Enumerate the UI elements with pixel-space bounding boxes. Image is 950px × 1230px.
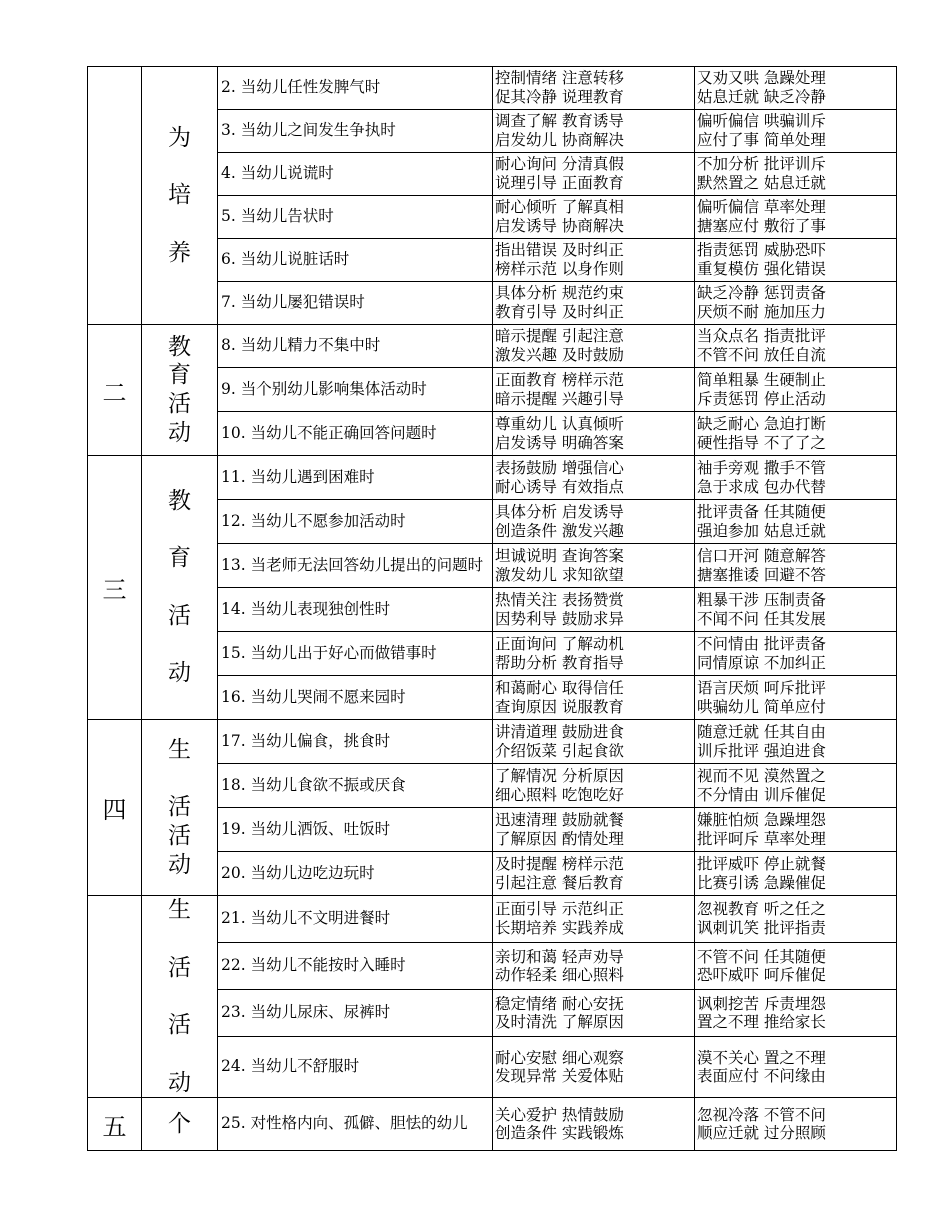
situation-cell: 10. 当幼儿不能正确回答问题时 xyxy=(218,412,493,456)
situation-cell: 8. 当幼儿精力不集中时 xyxy=(218,325,493,368)
recommended-approach-text: 启发诱导 协商解决 xyxy=(495,217,624,235)
section-number: 二 xyxy=(88,325,142,456)
recommended-approach-cell xyxy=(493,588,695,632)
inappropriate-approach-text: 哄骗幼儿 简单应付 xyxy=(697,697,826,716)
inappropriate-approach-cell xyxy=(695,990,897,1037)
situation-cell: 12. 当幼儿不愿参加活动时 xyxy=(218,500,493,544)
recommended-approach-cell xyxy=(493,500,695,544)
table-row xyxy=(88,720,897,764)
inappropriate-approach-cell xyxy=(695,588,897,632)
recommended-approach-text: 教育引导 及时纠正 xyxy=(495,303,624,321)
recommended-approach-text: 长期培养 实践养成 xyxy=(495,919,624,938)
recommended-approach-text: 引起注意 餐后教育 xyxy=(495,873,624,892)
inappropriate-approach-cell xyxy=(695,282,897,325)
situation-cell: 21. 当幼儿不文明进餐时 xyxy=(218,896,493,943)
situation-cell: 15. 当幼儿出于好心而做错事时 xyxy=(218,632,493,676)
inappropriate-approach-text: 批评威吓 停止就餐 xyxy=(697,854,826,873)
recommended-approach-text: 榜样示范 以身作则 xyxy=(495,260,624,278)
inappropriate-approach-text: 比赛引诱 急躁催促 xyxy=(697,873,826,892)
recommended-approach-cell xyxy=(493,720,695,764)
recommended-approach-text: 激发幼儿 求知欲望 xyxy=(495,565,624,584)
section-category: 教 育 活 动 xyxy=(142,456,218,720)
situation-cell: 9. 当个别幼儿影响集体活动时 xyxy=(218,368,493,412)
recommended-approach-cell xyxy=(493,808,695,852)
inappropriate-approach-cell xyxy=(695,544,897,588)
section-category: 教 育 活 动 xyxy=(142,325,218,456)
recommended-approach-text: 具体分析 规范约束 xyxy=(495,284,624,303)
section-number: 四 xyxy=(88,720,142,896)
inappropriate-approach-cell xyxy=(695,632,897,676)
inappropriate-approach-text: 偏听偏信 草率处理 xyxy=(697,198,826,217)
situation-cell: 17. 当幼儿偏食，挑食时 xyxy=(218,720,493,764)
inappropriate-approach-text: 厌烦不耐 施加压力 xyxy=(697,303,826,321)
inappropriate-approach-text: 忽视冷落 不管不问 xyxy=(697,1105,826,1124)
recommended-approach-text: 促其冷静 说理教育 xyxy=(495,88,624,106)
recommended-approach-text: 及时提醒 榜样示范 xyxy=(495,854,624,873)
recommended-approach-text: 正面引导 示范纠正 xyxy=(495,900,624,919)
recommended-approach-text: 暗示提醒 引起注意 xyxy=(495,327,624,346)
inappropriate-approach-text: 简单粗暴 生硬制止 xyxy=(697,370,826,389)
section-number: 三 xyxy=(88,456,142,720)
table-row xyxy=(88,456,897,500)
recommended-approach-cell xyxy=(493,325,695,368)
table-row xyxy=(88,896,897,943)
recommended-approach-cell xyxy=(493,153,695,196)
recommended-approach-text: 表扬鼓励 增强信心 xyxy=(495,458,624,477)
inappropriate-approach-text: 急于求成 包办代替 xyxy=(697,477,826,496)
recommended-approach-cell xyxy=(493,632,695,676)
inappropriate-approach-text: 重复模仿 强化错误 xyxy=(697,260,826,278)
inappropriate-approach-text: 不管不问 放任自流 xyxy=(697,346,826,364)
inappropriate-approach-cell xyxy=(695,676,897,720)
inappropriate-approach-text: 姑息迁就 缺乏冷静 xyxy=(697,88,826,106)
inappropriate-approach-text: 不分情由 训斥催促 xyxy=(697,785,826,804)
situation-cell: 5. 当幼儿告状时 xyxy=(218,196,493,239)
inappropriate-approach-text: 训斥批评 强迫进食 xyxy=(697,741,826,760)
recommended-approach-cell xyxy=(493,990,695,1037)
inappropriate-approach-cell xyxy=(695,943,897,990)
situation-cell: 4. 当幼儿说谎时 xyxy=(218,153,493,196)
recommended-approach-text: 讲清道理 鼓励进食 xyxy=(495,722,624,741)
situation-cell: 22. 当幼儿不能按时入睡时 xyxy=(218,943,493,990)
inappropriate-approach-text: 语言厌烦 呵斥批评 xyxy=(697,678,826,697)
recommended-approach-text: 启发幼儿 协商解决 xyxy=(495,131,624,149)
recommended-approach-text: 坦诚说明 查询答案 xyxy=(495,546,624,565)
inappropriate-approach-text: 批评责备 任其随便 xyxy=(697,502,826,521)
recommended-approach-text: 创造条件 实践锻炼 xyxy=(495,1124,624,1143)
inappropriate-approach-cell xyxy=(695,1098,897,1151)
inappropriate-approach-cell xyxy=(695,368,897,412)
recommended-approach-text: 热情关注 表扬赞赏 xyxy=(495,590,624,609)
situation-cell: 19. 当幼儿洒饭、吐饭时 xyxy=(218,808,493,852)
situation-cell: 24. 当幼儿不舒服时 xyxy=(218,1037,493,1098)
recommended-approach-text: 激发兴趣 及时鼓励 xyxy=(495,346,624,364)
situation-cell: 14. 当幼儿表现独创性时 xyxy=(218,588,493,632)
inappropriate-approach-text: 强迫参加 姑息迁就 xyxy=(697,521,826,540)
recommended-approach-text: 说理引导 正面教育 xyxy=(495,174,624,192)
recommended-approach-text: 耐心诱导 有效指点 xyxy=(495,477,624,496)
recommended-approach-cell xyxy=(493,852,695,896)
inappropriate-approach-text: 不问情由 批评责备 xyxy=(697,634,826,653)
inappropriate-approach-text: 斥责惩罚 停止活动 xyxy=(697,389,826,408)
recommended-approach-cell xyxy=(493,676,695,720)
recommended-approach-text: 发现异常 关爱体贴 xyxy=(495,1067,624,1086)
recommended-approach-text: 帮助分析 教育指导 xyxy=(495,653,624,672)
inappropriate-approach-text: 漠不关心 置之不理 xyxy=(697,1048,826,1067)
recommended-approach-cell xyxy=(493,67,695,110)
recommended-approach-text: 控制情绪 注意转移 xyxy=(495,69,624,88)
inappropriate-approach-cell xyxy=(695,196,897,239)
situation-cell: 2. 当幼儿任性发脾气时 xyxy=(218,67,493,110)
recommended-approach-text: 耐心倾听 了解真相 xyxy=(495,198,624,217)
inappropriate-approach-text: 嫌脏怕烦 急躁埋怨 xyxy=(697,810,826,829)
recommended-approach-text: 耐心询问 分清真假 xyxy=(495,155,624,174)
recommended-approach-text: 和蔼耐心 取得信任 xyxy=(495,678,624,697)
recommended-approach-cell xyxy=(493,412,695,456)
inappropriate-approach-text: 缺乏耐心 急迫打断 xyxy=(697,414,826,433)
inappropriate-approach-cell xyxy=(695,153,897,196)
recommended-approach-cell xyxy=(493,196,695,239)
inappropriate-approach-text: 硬性指导 不了了之 xyxy=(697,433,826,452)
section-number xyxy=(88,896,142,1098)
section-number: 五 xyxy=(88,1098,142,1151)
inappropriate-approach-text: 讽刺挖苦 斥责埋怨 xyxy=(697,994,826,1013)
inappropriate-approach-text: 置之不理 推给家长 xyxy=(697,1013,826,1032)
situation-cell: 3. 当幼儿之间发生争执时 xyxy=(218,110,493,153)
situation-cell: 13. 当老师无法回答幼儿提出的问题时 xyxy=(218,544,493,588)
recommended-approach-text: 正面教育 榜样示范 xyxy=(495,370,624,389)
recommended-approach-text: 暗示提醒 兴趣引导 xyxy=(495,389,624,408)
recommended-approach-text: 及时清洗 了解原因 xyxy=(495,1013,624,1032)
recommended-approach-text: 稳定情绪 耐心安抚 xyxy=(495,994,624,1013)
inappropriate-approach-text: 不闻不问 任其发展 xyxy=(697,609,826,628)
inappropriate-approach-cell xyxy=(695,808,897,852)
situation-cell: 23. 当幼儿尿床、尿裤时 xyxy=(218,990,493,1037)
recommended-approach-text: 关心爱护 热情鼓励 xyxy=(495,1105,624,1124)
recommended-approach-text: 细心照料 吃饱吃好 xyxy=(495,785,624,804)
situation-cell: 16. 当幼儿哭闹不愿来园时 xyxy=(218,676,493,720)
inappropriate-approach-text: 同情原谅 不加纠正 xyxy=(697,653,826,672)
inappropriate-approach-text: 批评呵斥 草率处理 xyxy=(697,829,826,848)
recommended-approach-text: 指出错误 及时纠正 xyxy=(495,241,624,260)
inappropriate-approach-cell xyxy=(695,412,897,456)
inappropriate-approach-text: 忽视教育 听之任之 xyxy=(697,900,826,919)
inappropriate-approach-text: 粗暴干涉 压制责备 xyxy=(697,590,826,609)
inappropriate-approach-text: 袖手旁观 撒手不管 xyxy=(697,458,826,477)
recommended-approach-text: 调查了解 教育诱导 xyxy=(495,112,624,131)
recommended-approach-cell xyxy=(493,368,695,412)
section-number xyxy=(88,67,142,325)
inappropriate-approach-text: 信口开河 随意解答 xyxy=(697,546,826,565)
recommended-approach-cell xyxy=(493,282,695,325)
situation-cell: 20. 当幼儿边吃边玩时 xyxy=(218,852,493,896)
recommended-approach-text: 具体分析 启发诱导 xyxy=(495,502,624,521)
inappropriate-approach-cell xyxy=(695,67,897,110)
situation-cell: 25. 对性格内向、孤僻、胆怯的幼儿 xyxy=(218,1098,493,1151)
inappropriate-approach-cell xyxy=(695,500,897,544)
inappropriate-approach-text: 表面应付 不问缘由 xyxy=(697,1067,826,1086)
recommended-approach-text: 正面询问 了解动机 xyxy=(495,634,624,653)
situation-cell: 11. 当幼儿遇到困难时 xyxy=(218,456,493,500)
recommended-approach-text: 启发诱导 明确答案 xyxy=(495,433,624,452)
table-row xyxy=(88,67,897,110)
table-row xyxy=(88,1098,897,1151)
inappropriate-approach-text: 默然置之 姑息迁就 xyxy=(697,174,826,192)
inappropriate-approach-text: 搪塞应付 敷衍了事 xyxy=(697,217,826,235)
section-category: 生 活 活 动 xyxy=(142,896,218,1098)
inappropriate-approach-text: 讽刺讥笑 批评指责 xyxy=(697,919,826,938)
recommended-approach-text: 创造条件 激发兴趣 xyxy=(495,521,624,540)
recommended-approach-text: 动作轻柔 细心照料 xyxy=(495,966,624,985)
section-category: 生 活 活 动 xyxy=(142,720,218,896)
recommended-approach-text: 迅速清理 鼓励就餐 xyxy=(495,810,624,829)
inappropriate-approach-text: 随意迁就 任其自由 xyxy=(697,722,826,741)
recommended-approach-text: 了解原因 酌情处理 xyxy=(495,829,624,848)
recommended-approach-cell xyxy=(493,764,695,808)
inappropriate-approach-text: 顺应迁就 过分照顾 xyxy=(697,1124,826,1143)
recommended-approach-cell xyxy=(493,544,695,588)
recommended-approach-text: 查询原因 说服教育 xyxy=(495,697,624,716)
inappropriate-approach-text: 当众点名 指责批评 xyxy=(697,327,826,346)
inappropriate-approach-cell xyxy=(695,456,897,500)
situation-cell: 18. 当幼儿食欲不振或厌食 xyxy=(218,764,493,808)
inappropriate-approach-cell xyxy=(695,720,897,764)
section-category: 个 xyxy=(142,1098,218,1151)
inappropriate-approach-cell xyxy=(695,110,897,153)
recommended-approach-text: 尊重幼儿 认真倾听 xyxy=(495,414,624,433)
recommended-approach-cell xyxy=(493,239,695,282)
guideline-table xyxy=(87,66,897,1151)
recommended-approach-text: 耐心安慰 细心观察 xyxy=(495,1048,624,1067)
inappropriate-approach-text: 视而不见 漠然置之 xyxy=(697,766,826,785)
section-category: 为 培 养 xyxy=(142,67,218,325)
situation-cell: 7. 当幼儿屡犯错误时 xyxy=(218,282,493,325)
inappropriate-approach-text: 搪塞推诿 回避不答 xyxy=(697,565,826,584)
inappropriate-approach-text: 不加分析 批评训斥 xyxy=(697,155,826,174)
inappropriate-approach-cell xyxy=(695,764,897,808)
inappropriate-approach-cell xyxy=(695,896,897,943)
recommended-approach-text: 了解情况 分析原因 xyxy=(495,766,624,785)
inappropriate-approach-text: 又劝又哄 急躁处理 xyxy=(697,69,826,88)
inappropriate-approach-text: 应付了事 简单处理 xyxy=(697,131,826,149)
recommended-approach-text: 亲切和蔼 轻声劝导 xyxy=(495,947,624,966)
recommended-approach-cell xyxy=(493,943,695,990)
situation-cell: 6. 当幼儿说脏话时 xyxy=(218,239,493,282)
inappropriate-approach-cell xyxy=(695,325,897,368)
recommended-approach-cell xyxy=(493,896,695,943)
recommended-approach-cell xyxy=(493,1098,695,1151)
inappropriate-approach-text: 缺乏冷静 惩罚责备 xyxy=(697,284,826,303)
recommended-approach-text: 介绍饭菜 引起食欲 xyxy=(495,741,624,760)
inappropriate-approach-text: 偏听偏信 哄骗训斥 xyxy=(697,112,826,131)
table-row xyxy=(88,325,897,368)
inappropriate-approach-cell xyxy=(695,239,897,282)
inappropriate-approach-cell xyxy=(695,1037,897,1098)
inappropriate-approach-text: 不管不问 任其随便 xyxy=(697,947,826,966)
inappropriate-approach-text: 恐吓威吓 呵斥催促 xyxy=(697,966,826,985)
recommended-approach-cell xyxy=(493,1037,695,1098)
inappropriate-approach-text: 指责惩罚 威胁恐吓 xyxy=(697,241,826,260)
recommended-approach-cell xyxy=(493,456,695,500)
recommended-approach-text: 因势利导 鼓励求异 xyxy=(495,609,624,628)
inappropriate-approach-cell xyxy=(695,852,897,896)
recommended-approach-cell xyxy=(493,110,695,153)
